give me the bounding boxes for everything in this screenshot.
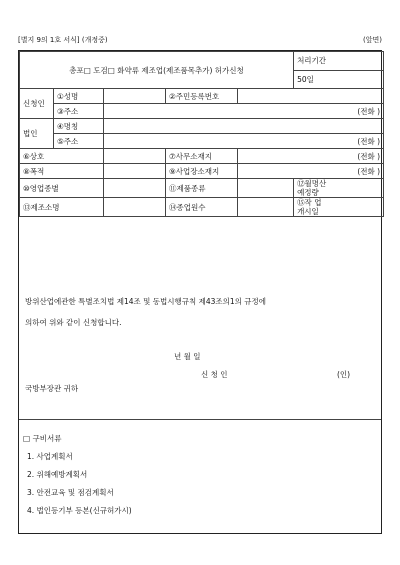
applicant-sign-label: 신 청 인 xyxy=(201,370,228,379)
office-label: ⑦사무소재지 xyxy=(166,149,238,164)
plant-phone: (전화 ) xyxy=(357,166,381,176)
form-table xyxy=(19,51,384,217)
start-label: ⑮작 업 개시일 xyxy=(294,198,384,217)
corp-address-label: ⑤주소 xyxy=(54,134,104,149)
processing-value: 50일 xyxy=(294,70,384,89)
office-field[interactable] xyxy=(238,149,384,164)
applicant-rrn-field[interactable] xyxy=(238,89,384,104)
site-label: ⑧폭적 xyxy=(20,164,104,179)
attachment-item: 2. 위해예방계획서 xyxy=(27,470,88,479)
applicant-address-label: ③주소 xyxy=(54,104,104,119)
employees-field[interactable] xyxy=(238,198,294,217)
corp-group: 법인 xyxy=(20,119,54,149)
form-number: [별지 9의 1호 서식] (개정중) xyxy=(18,36,108,44)
processing-label: 처리기간 xyxy=(294,52,384,71)
seal-mark: (인) xyxy=(337,370,351,379)
office-phone: (전화 ) xyxy=(357,151,381,161)
applicant-phone: (전화 ) xyxy=(357,106,381,116)
factory-field[interactable] xyxy=(104,198,166,217)
annual-output-label: ⑫월명산 예정량 xyxy=(294,179,384,198)
corp-name-field[interactable] xyxy=(104,119,384,134)
statement-date: 년 월 일 xyxy=(174,352,201,361)
attachment-item: 4. 법인등기부 등본(신규허가시) xyxy=(27,506,132,515)
business-type-label: ⑩영업종별 xyxy=(20,179,104,198)
applicant-rrn-label: ②주민등록번호 xyxy=(166,89,238,104)
plant-label: ⑨사업장소재지 xyxy=(166,164,238,179)
attachment-item: 1. 사업계획서 xyxy=(27,452,73,461)
trade-name-label: ⑥상호 xyxy=(20,149,104,164)
attachments-divider xyxy=(19,419,381,420)
applicant-address-field[interactable] xyxy=(104,104,384,119)
applicant-name-field[interactable] xyxy=(104,89,166,104)
employees-label: ⑭종업원수 xyxy=(166,198,238,217)
corp-name-label: ④명칭 xyxy=(54,119,104,134)
applicant-group: 신청인 xyxy=(20,89,54,119)
application-form xyxy=(18,50,382,534)
product-type-label: ⑪제품종류 xyxy=(166,179,238,198)
corp-address-field[interactable] xyxy=(104,134,384,149)
trade-name-field[interactable] xyxy=(104,149,166,164)
attachment-item: 3. 안전교육 및 점검계획서 xyxy=(27,488,114,497)
addressee: 국방부장관 귀하 xyxy=(25,384,79,393)
product-type-field[interactable] xyxy=(238,179,294,198)
statement-line-2: 의하여 위와 같이 신청합니다. xyxy=(25,318,122,327)
business-type-field[interactable] xyxy=(104,179,166,198)
statement-line-1: 방위산업에관한 특별조치법 제14조 및 동법시행규칙 제43조의1의 규정에 xyxy=(25,297,267,306)
applicant-name-label: ①성명 xyxy=(54,89,104,104)
form-title: 총포□ 도검□ 화약류 제조업(제조품목추가) 허가신청 xyxy=(20,52,294,89)
page-side: (앞면) xyxy=(363,36,382,44)
site-field[interactable] xyxy=(104,164,166,179)
corp-phone: (전화 ) xyxy=(357,136,381,146)
plant-field[interactable] xyxy=(238,164,384,179)
factory-label: ⑬제조소명 xyxy=(20,198,104,217)
attachments-title: □ 구비서류 xyxy=(23,434,62,443)
